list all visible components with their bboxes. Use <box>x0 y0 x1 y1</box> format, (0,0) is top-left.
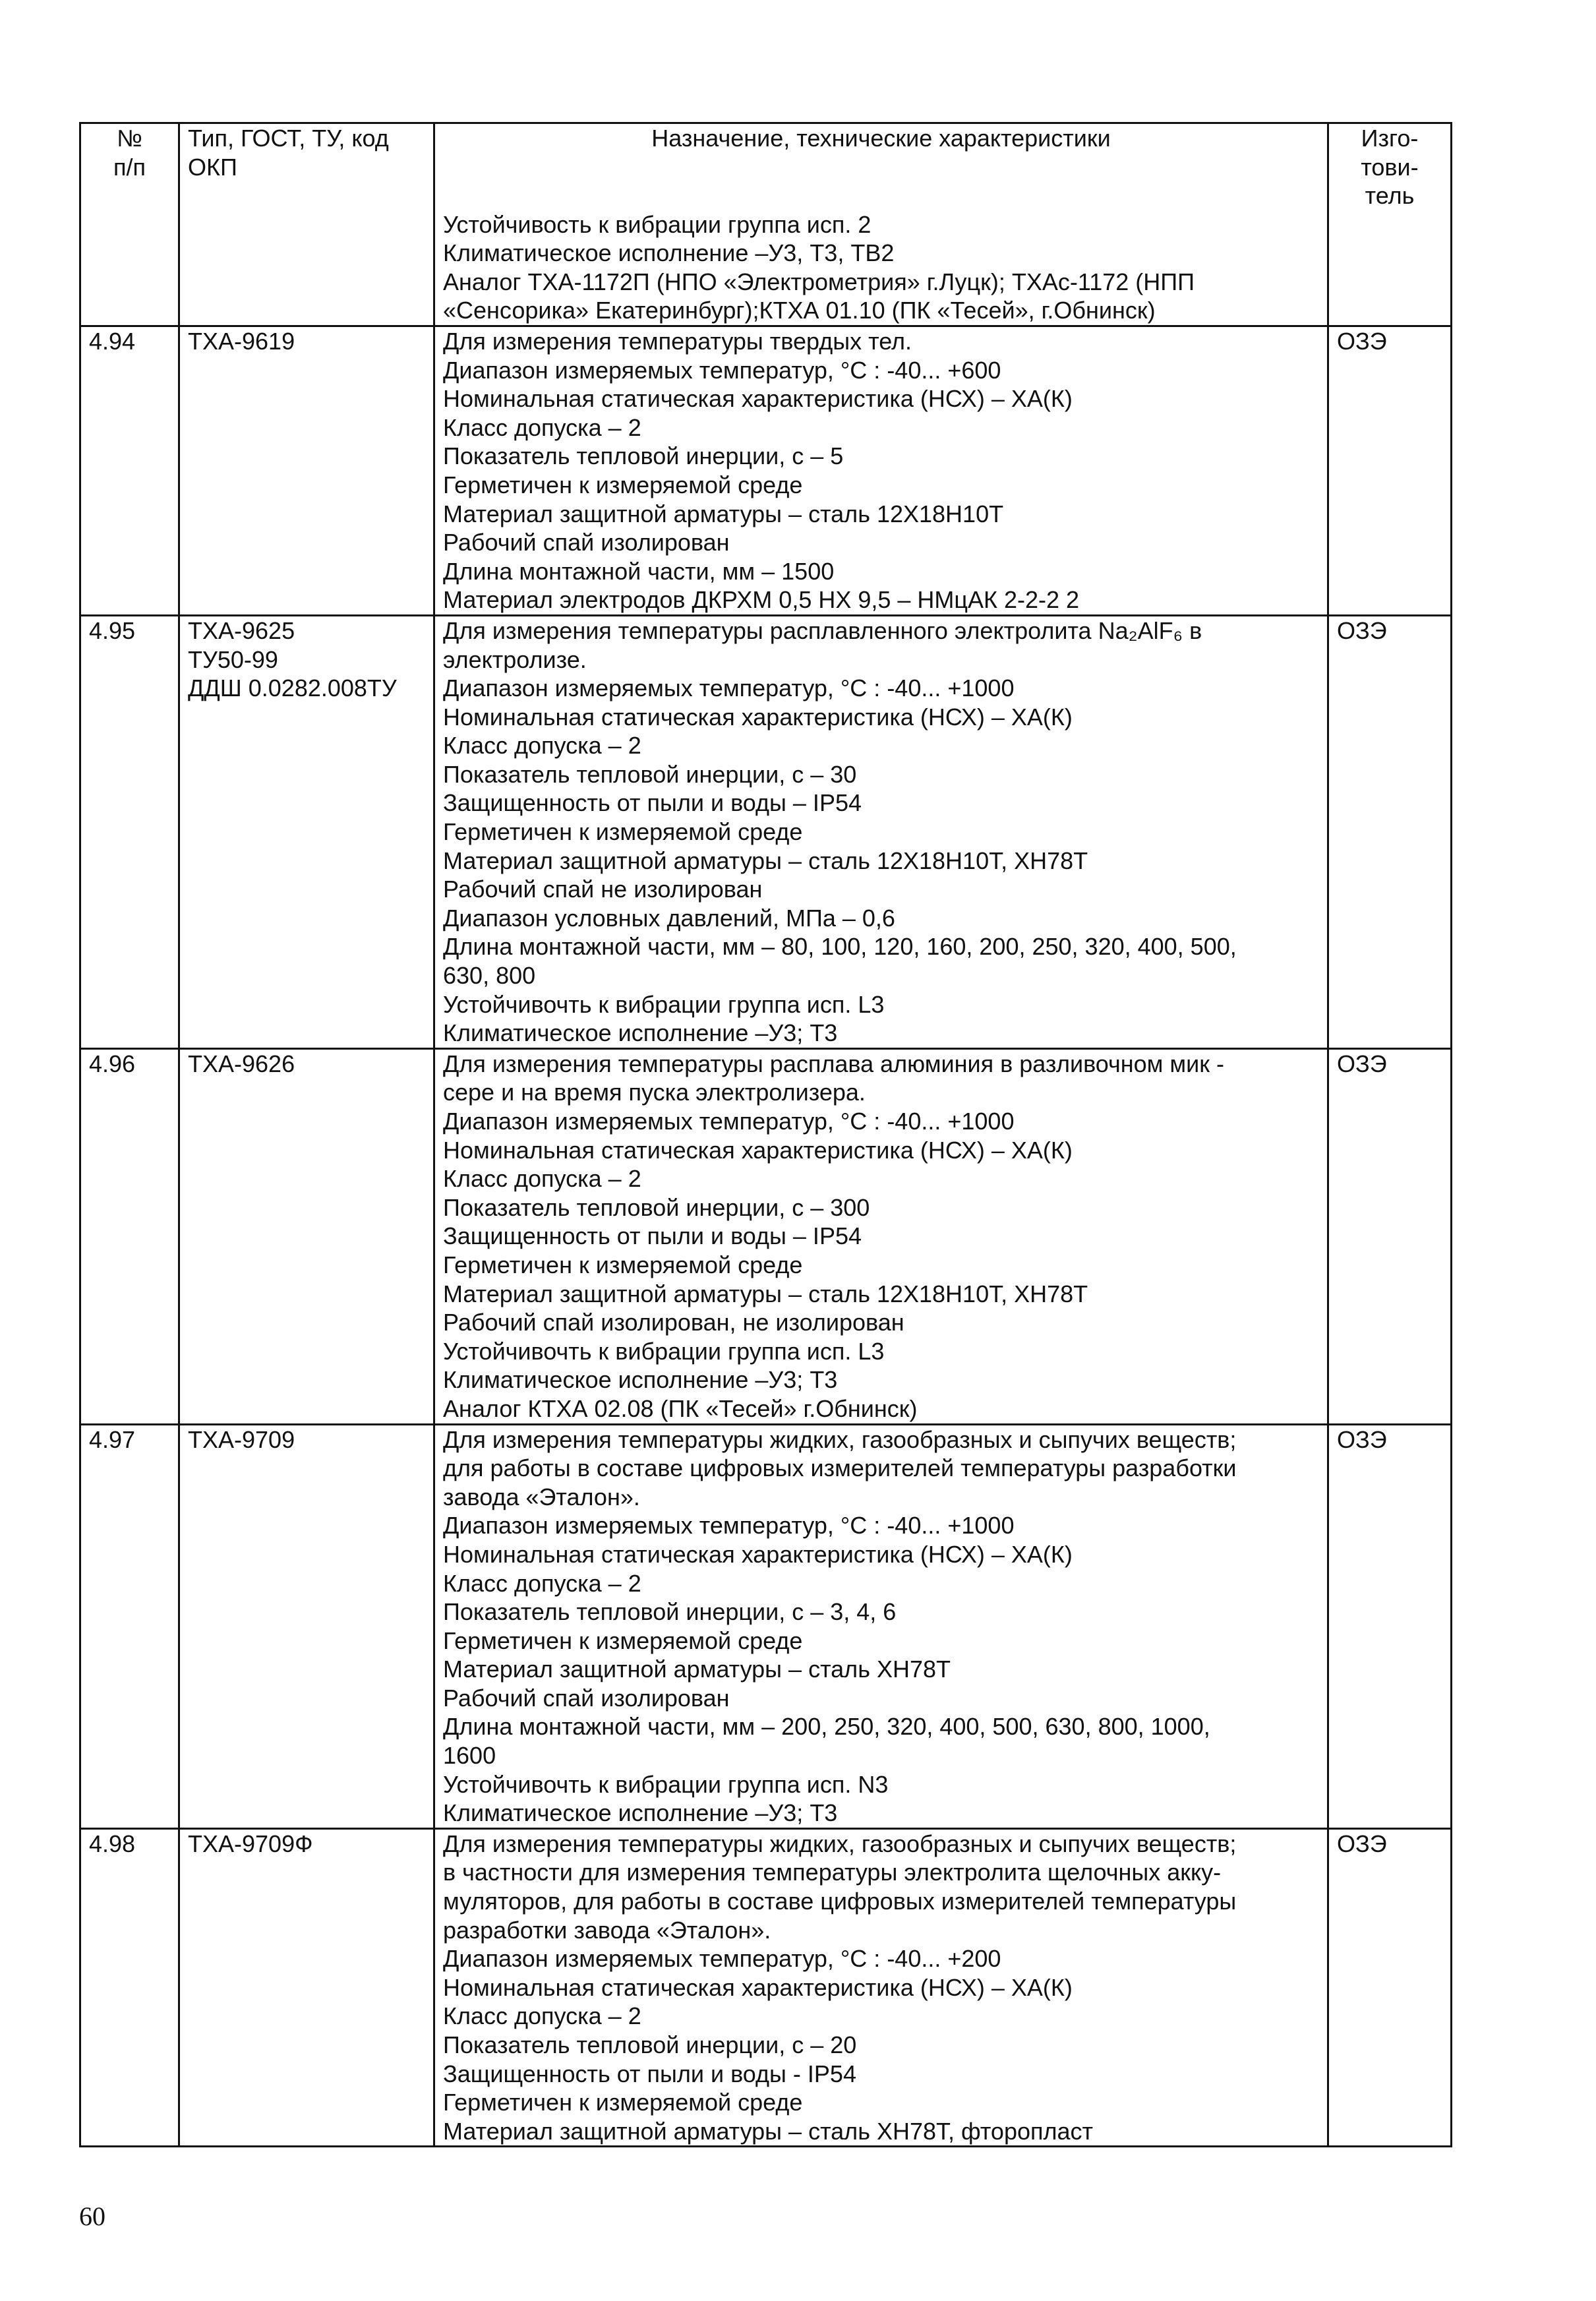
description-line: Защищенность от пыли и воды – IP54 <box>443 1222 862 1250</box>
description-line: Длина монтажной части, мм – 200, 250, 320, 400, 500, 630, 800, 1000, <box>443 1713 1210 1741</box>
specification-table <box>79 122 1452 2147</box>
description-line: Номинальная статическая характеристика (НСХ) – ХА(К) <box>443 1973 1073 2001</box>
description-line: Климатическое исполнение –У3; Т3 <box>443 1366 838 1394</box>
row-type <box>179 1828 434 2147</box>
continuation-line: «Сенсорика» Екатеринбург);КТХА 01.10 (ПК «Тесей», г.Обнинск) <box>443 297 1156 324</box>
description-line: Показатель тепловой инерции, с – 300 <box>443 1193 870 1221</box>
row-number: 4.96 <box>80 1048 179 1424</box>
description-line: Устойчивочть к вибрации группа исп. L3 <box>443 990 885 1018</box>
description-line: 1600 <box>443 1742 496 1770</box>
description-line: Защищенность от пыли и воды – IP54 <box>443 789 862 817</box>
description-line: Рабочий спай изолирован, не изолирован <box>443 1309 904 1336</box>
description-line: Номинальная статическая характеристика (НСХ) – ХА(К) <box>443 385 1073 413</box>
description-line: Устойчивочть к вибрации группа исп. N3 <box>443 1770 889 1798</box>
description-line: Класс допуска – 2 <box>443 1165 641 1193</box>
continuation-line: Устойчивость к вибрации группа исп. 2 <box>443 210 872 238</box>
row-description <box>434 326 1328 615</box>
continuation-line: Аналог ТХА-1172П (НПО «Электрометрия» г.Луцк); ТХАс-1172 (НПП <box>443 268 1195 295</box>
header-manufacturer: Изго- тови- тель <box>1328 123 1452 326</box>
row-type <box>179 615 434 1048</box>
description-line: Материал защитной арматуры – сталь 12Х18Н10Т <box>443 500 1004 527</box>
header-num: № п/п <box>80 123 179 326</box>
table-row <box>80 1828 1452 2147</box>
type-line: ТХА-9625 <box>188 616 295 644</box>
description-line: Для измерения температуры твердых тел. <box>443 327 912 355</box>
description-line: муляторов, для работы в составе цифровых измерителей температуры <box>443 1888 1237 1915</box>
description-line: Для измерения температуры жидких, газообразных и сыпучих веществ; <box>443 1425 1237 1453</box>
description-line: Показатель тепловой инерции, с – 20 <box>443 2031 857 2058</box>
description-line: Герметичен к измеряемой среде <box>443 818 803 846</box>
continuation-line: Климатическое исполнение –У3, Т3, ТВ2 <box>443 239 895 267</box>
description-line: 630, 800 <box>443 962 536 990</box>
description-line: в частности для измерения температуры электролита щелочных акку- <box>443 1859 1222 1886</box>
table-row <box>80 326 1452 615</box>
description-line: Длина монтажной части, мм – 1500 <box>443 557 835 585</box>
description-line: Класс допуска – 2 <box>443 413 641 441</box>
type-line: ТХА-9626 <box>188 1050 295 1077</box>
description-line: Герметичен к измеряемой среде <box>443 1251 803 1278</box>
header-desc <box>434 123 1328 326</box>
page-number: 60 <box>79 2201 105 2231</box>
description-line: Материал защитной арматуры – сталь 12Х18Н10Т, ХН78Т <box>443 847 1088 874</box>
description-line: Диапазон условных давлений, МПа – 0,6 <box>443 904 895 932</box>
description-line: Герметичен к измеряемой среде <box>443 471 803 498</box>
row-type <box>179 1424 434 1828</box>
description-line: Для измерения температуры расплавленного электролита Na₂AlF₆ в <box>443 616 1202 644</box>
row-description <box>434 1828 1328 2147</box>
description-line: Диапазон измеряемых температур, °С : -40... +1000 <box>443 1108 1015 1135</box>
header-type: Тип, ГОСТ, ТУ, код ОКП <box>179 123 434 326</box>
description-line: Класс допуска – 2 <box>443 1569 641 1597</box>
row-manufacturer: ОЗЭ <box>1328 326 1452 615</box>
description-line: Аналог КТХА 02.08 (ПК «Тесей» г.Обнинск) <box>443 1394 918 1422</box>
header-desc-label: Назначение, технические характеристики <box>651 125 1111 152</box>
row-manufacturer: ОЗЭ <box>1328 1828 1452 2147</box>
description-line: Материал защитной арматуры – сталь ХН78Т, фторопласт <box>443 2117 1093 2145</box>
table-row <box>80 1424 1452 1828</box>
description-line: Климатическое исполнение –У3; Т3 <box>443 1019 838 1047</box>
row-manufacturer: ОЗЭ <box>1328 1424 1452 1828</box>
row-number: 4.94 <box>80 326 179 615</box>
description-line: Класс допуска – 2 <box>443 732 641 760</box>
row-number: 4.98 <box>80 1828 179 2147</box>
row-number: 4.95 <box>80 615 179 1048</box>
row-manufacturer: ОЗЭ <box>1328 1048 1452 1424</box>
description-line: Материал электродов ДКРХМ 0,5 НХ 9,5 – НМцАК 2-2-2 2 <box>443 586 1080 614</box>
row-description <box>434 615 1328 1048</box>
description-line: Диапазон измеряемых температур, °С : -40... +600 <box>443 356 1001 384</box>
description-line: завода «Эталон». <box>443 1483 640 1510</box>
description-line: Материал защитной арматуры – сталь ХН78Т <box>443 1656 951 1683</box>
description-line: Диапазон измеряемых температур, °С : -40... +1000 <box>443 1512 1015 1539</box>
table-row <box>80 615 1452 1048</box>
description-line: Герметичен к измеряемой среде <box>443 2089 803 2116</box>
type-line: ТХА-9709 <box>188 1425 295 1453</box>
description-line: Диапазон измеряемых температур, °С : -40... +200 <box>443 1945 1001 1973</box>
type-line: ТХА-9709Ф <box>188 1830 313 1857</box>
row-description <box>434 1424 1328 1828</box>
row-type <box>179 326 434 615</box>
description-line: Показатель тепловой инерции, с – 5 <box>443 442 844 470</box>
description-line: Класс допуска – 2 <box>443 2002 641 2030</box>
description-line: Номинальная статическая характеристика (НСХ) – ХА(К) <box>443 703 1073 731</box>
description-line: Показатель тепловой инерции, с – 30 <box>443 760 857 788</box>
row-type <box>179 1048 434 1424</box>
description-line: разработки завода «Эталон». <box>443 1916 771 1944</box>
type-line: ДДШ 0.0282.008ТУ <box>188 674 397 702</box>
row-number: 4.97 <box>80 1424 179 1828</box>
description-line: Показатель тепловой инерции, с – 3, 4, 6 <box>443 1598 897 1626</box>
description-line: Длина монтажной части, мм – 80, 100, 120, 160, 200, 250, 320, 400, 500, <box>443 933 1237 961</box>
description-line: Диапазон измеряемых температур, °С : -40... +1000 <box>443 674 1015 702</box>
description-line: сере и на время пуска электролизера. <box>443 1079 866 1106</box>
description-line: Защищенность от пыли и воды - IP54 <box>443 2060 856 2087</box>
continuation-text <box>443 210 1319 325</box>
table-body <box>80 326 1452 2146</box>
row-description <box>434 1048 1328 1424</box>
description-line: Для измерения температуры жидких, газообразных и сыпучих веществ; <box>443 1830 1237 1857</box>
row-manufacturer: ОЗЭ <box>1328 615 1452 1048</box>
description-line: Рабочий спай изолирован <box>443 529 730 556</box>
description-line: электролизе. <box>443 645 587 673</box>
table-row <box>80 1048 1452 1424</box>
description-line: Материал защитной арматуры – сталь 12Х18Н10Т, ХН78Т <box>443 1280 1088 1307</box>
type-line: ТУ50-99 <box>188 645 278 673</box>
description-line: Климатическое исполнение –У3; Т3 <box>443 1799 838 1827</box>
description-line: Рабочий спай изолирован <box>443 1684 730 1712</box>
description-line: Герметичен к измеряемой среде <box>443 1627 803 1654</box>
description-line: для работы в составе цифровых измерителей температуры разработки <box>443 1454 1237 1482</box>
description-line: Номинальная статическая характеристика (НСХ) – ХА(К) <box>443 1540 1073 1568</box>
description-line: Рабочий спай не изолирован <box>443 876 763 903</box>
description-line: Для измерения температуры расплава алюминия в разливочном мик - <box>443 1050 1225 1077</box>
table-header <box>80 123 1452 326</box>
description-line: Номинальная статическая характеристика (НСХ) – ХА(К) <box>443 1136 1073 1164</box>
description-line: Устойчивочть к вибрации группа исп. L3 <box>443 1337 885 1365</box>
type-line: ТХА-9619 <box>188 327 295 355</box>
